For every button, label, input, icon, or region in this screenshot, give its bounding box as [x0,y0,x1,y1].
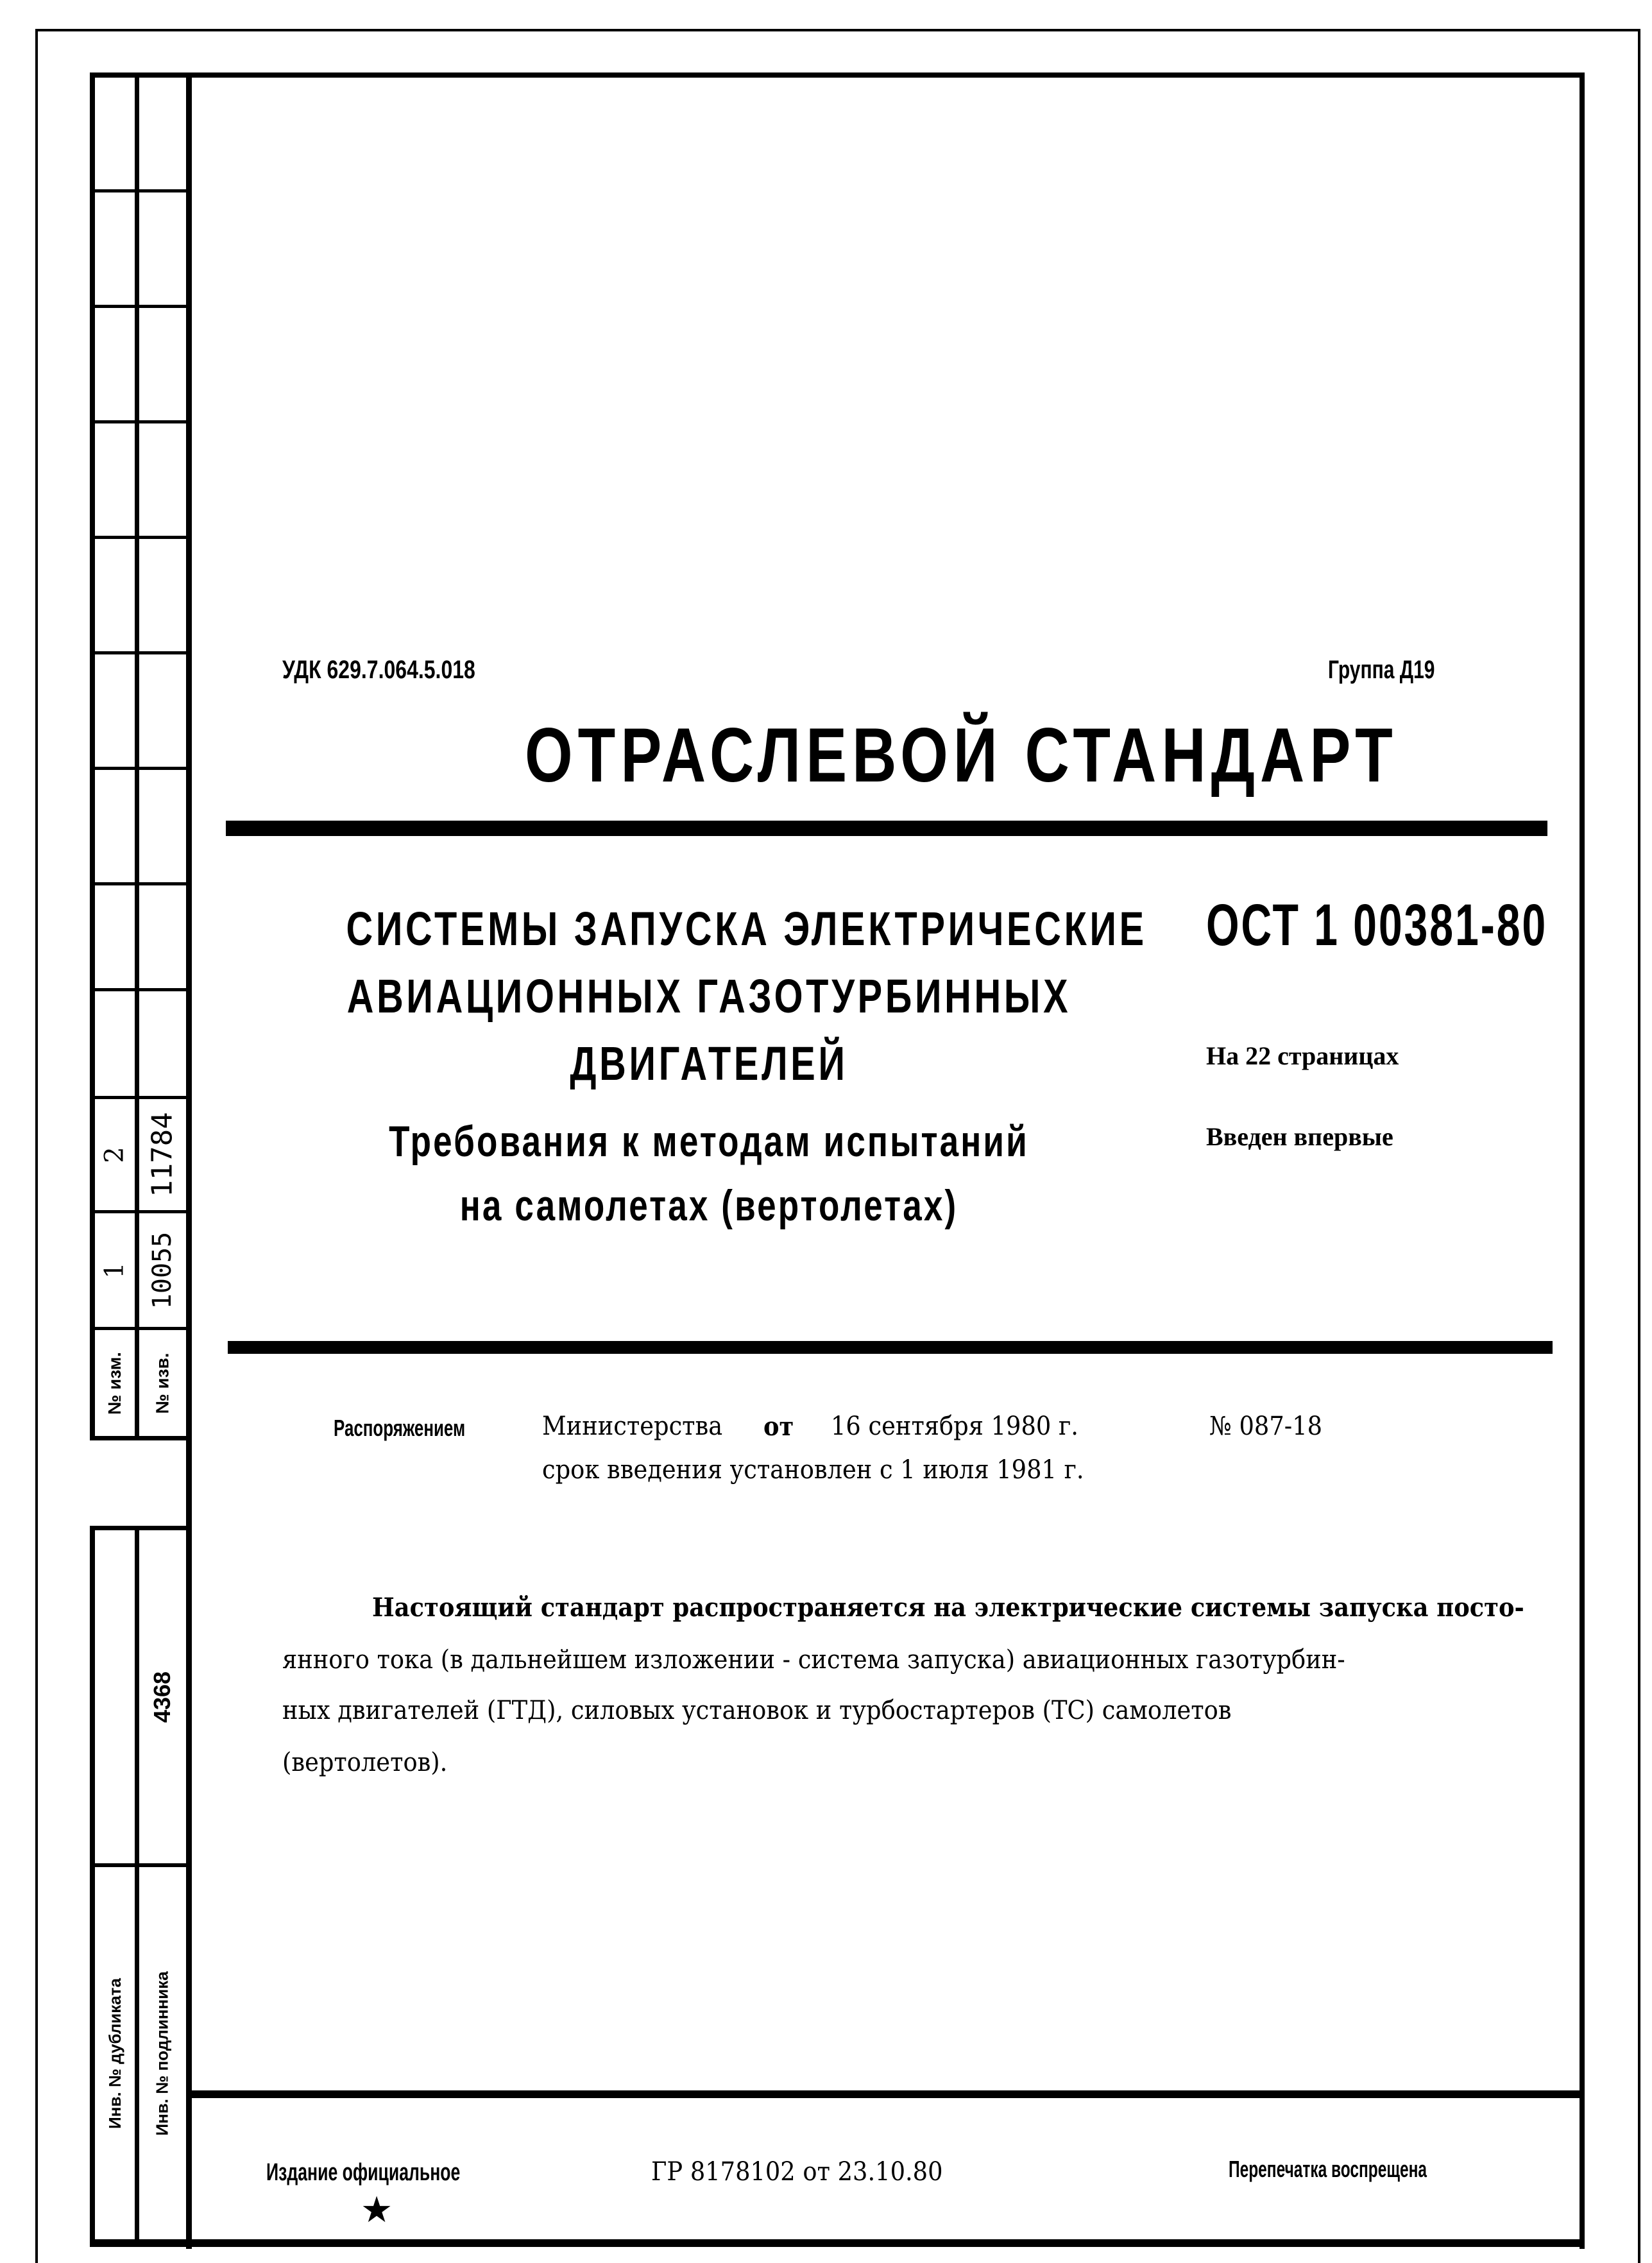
change-number: 1 [99,1261,130,1279]
margin-bottom-top-line [90,1526,189,1530]
row-divider [90,882,189,885]
subtitle-line: на самолетах (вертолетах) [459,1181,958,1230]
outer-border-top [35,29,1640,31]
margin-top-bottom-line [90,1436,189,1440]
group-code: Группа Д19 [1328,656,1435,684]
body-paragraph-line: ных двигателей (ГТД), силовых установок и турбостартеров (ТС) самолетов [282,1696,1232,1725]
change-label-cell [95,1330,135,1436]
margin-top-left-line [90,73,95,1440]
row-divider [90,651,189,654]
document-type-heading: ОТРАСЛЕВОЙ СТАНДАРТ [525,712,1398,798]
original-label: Инв. № подлинника [153,1970,173,2136]
frame-left [186,73,192,2249]
order-date: 16 сентября 1980 г. [831,1412,1078,1441]
change-2-cell [95,1099,135,1210]
original-label-cell [139,1867,186,2239]
title-line: СИСТЕМЫ ЗАПУСКА ЭЛЕКТРИЧЕСКИЕ [346,902,1147,955]
notice-number: 10055 [148,1231,178,1309]
change-1-cell [95,1213,135,1327]
notice-1-cell [139,1213,186,1327]
notice-number: 11784 [146,1112,180,1197]
subtitle-line: Требования к методам испытаний [389,1117,1029,1166]
standard-title [244,901,1174,1231]
notice-label-cell [139,1330,186,1436]
margin-bottom-mid-line [135,1526,139,2244]
change-number: 2 [99,1146,130,1163]
star-icon: ★ [361,2189,393,2231]
outer-border-right [1638,29,1640,2263]
footer-thick-rule [189,2090,1585,2098]
udk-code: УДК 629.7.064.5.018 [282,656,475,684]
notice-label: № изв. [152,1352,173,1414]
original-inv-cell [139,1530,186,1863]
row-divider [90,536,189,539]
order-from: от [763,1412,794,1442]
row-divider [90,305,189,308]
effective-date: срок введения установлен с 1 июля 1981 г. [542,1455,1084,1485]
outer-border-left [35,29,38,2263]
original-inv-number: 4368 [149,1671,176,1723]
frame-bottom [90,2239,1585,2247]
body-paragraph-line: янного тока (в дальнейшем изложении - система запуска) авиационных газотурбин- [282,1645,1345,1675]
page-count: На 22 страницах [1206,1041,1399,1070]
title-line: ДВИГАТЕЛЕЙ [570,1037,848,1090]
order-number: № 087-18 [1209,1412,1323,1441]
frame-right [1580,73,1585,2249]
margin-top-mid-line [135,73,139,1440]
official-edition: Издание официальное [266,2159,461,2186]
notice-2-cell [139,1099,186,1210]
margin-bottom-left-line [90,1526,95,2244]
standard-code: ОСТ 1 00381-80 [1206,892,1548,958]
middle-thick-rule [228,1341,1553,1354]
title-line: АВИАЦИОННЫХ ГАЗОТУРБИННЫХ [346,969,1071,1023]
body-paragraph-line: (вертолетов). [282,1748,448,1777]
reprint-prohibited: Перепечатка воспрещена [1229,2156,1427,2182]
order-label: Распоряжением [334,1415,466,1441]
row-divider [90,767,189,770]
row-divider [90,988,189,991]
frame-top [90,73,1585,78]
change-label: № изм. [105,1351,125,1415]
duplicate-label: Инв. № дубликата [105,1977,124,2129]
order-issuer: Министерства [542,1412,723,1441]
registration-number: ГР 8178102 от 23.10.80 [651,2157,943,2187]
introduction-status: Введен впервые [1206,1122,1393,1151]
top-thick-rule [226,821,1547,836]
body-paragraph-line: Настоящий стандарт распространяется на электрические системы запуска посто- [372,1593,1524,1623]
duplicate-label-cell [95,1867,135,2239]
row-divider [90,420,189,423]
row-divider [90,189,189,192]
